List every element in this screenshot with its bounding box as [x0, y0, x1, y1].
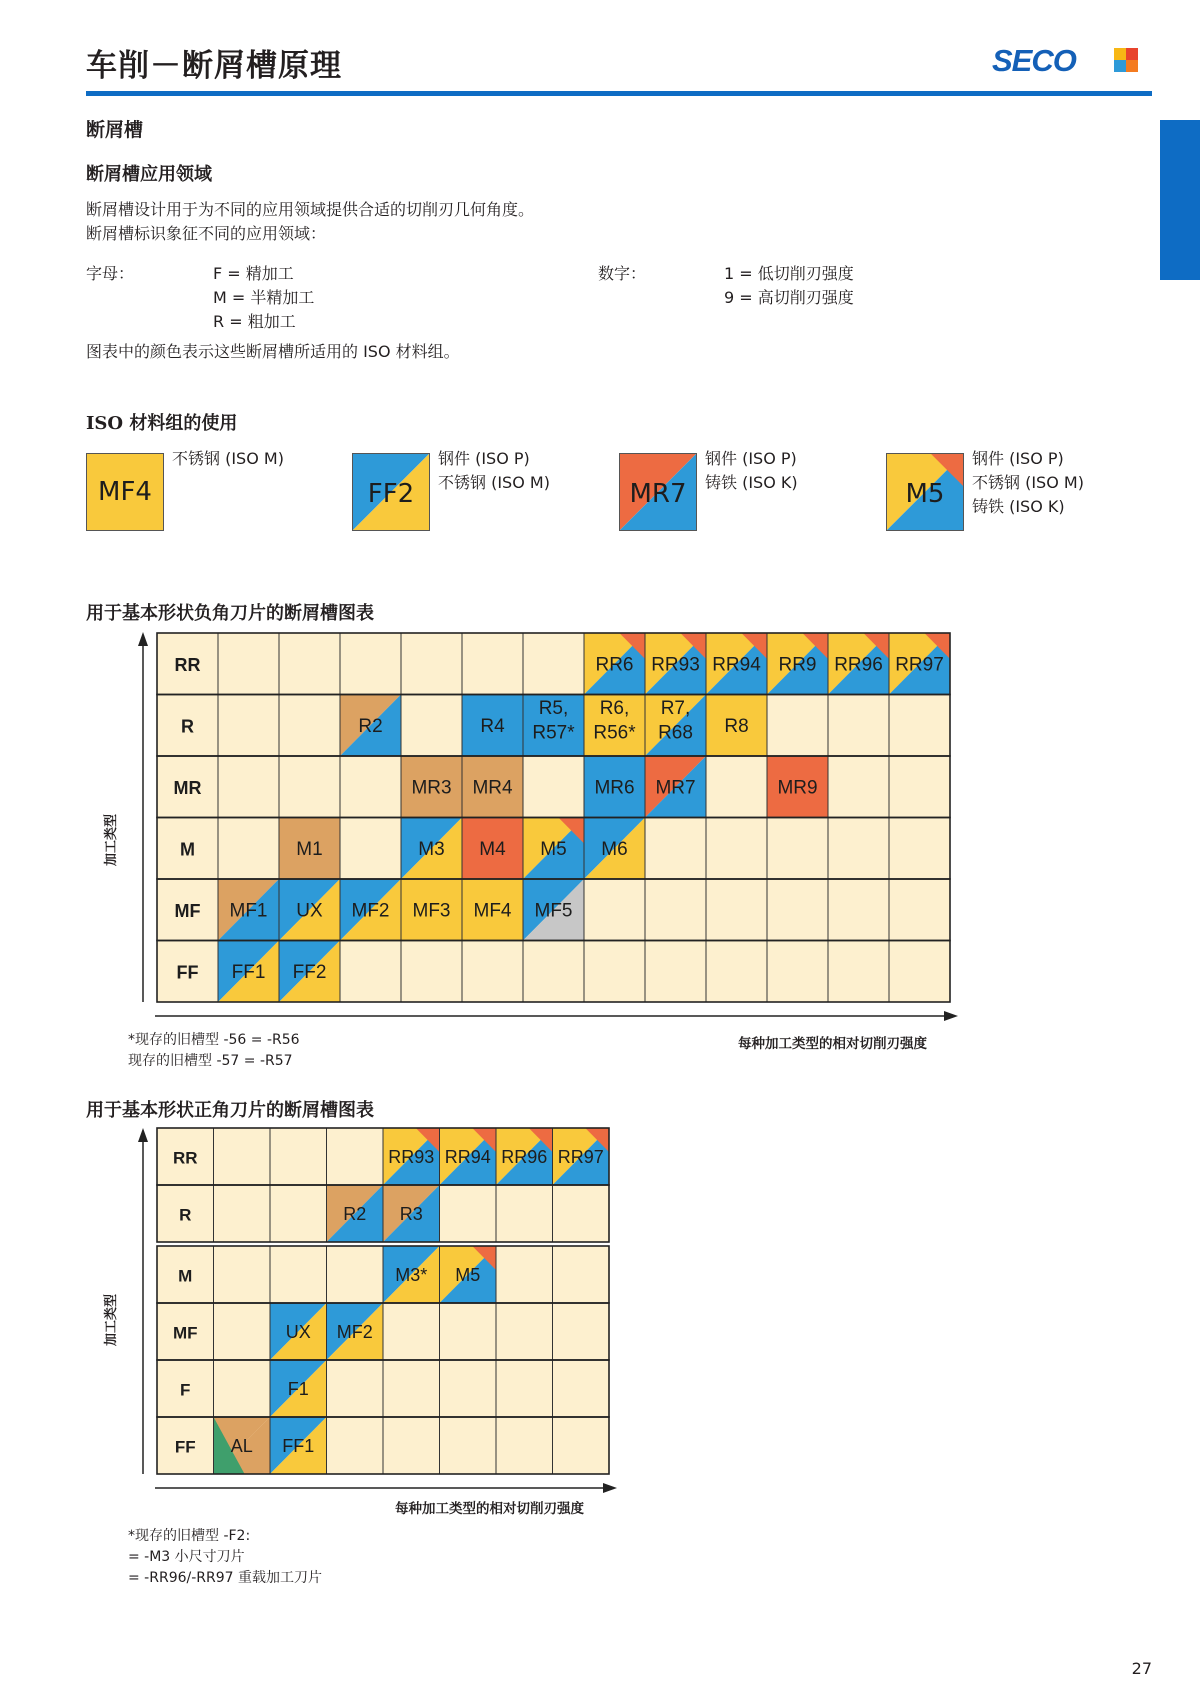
chipbreaker-cell — [496, 1128, 553, 1185]
grid-cell — [462, 941, 523, 1003]
grid-cell — [214, 1246, 271, 1303]
iso-desc-line: 钢件 (ISO P) — [705, 449, 797, 468]
y-axis-arrow-icon — [138, 1128, 148, 1142]
grid-cell — [279, 695, 340, 757]
iso-desc-line: 铸铁 (ISO K) — [972, 497, 1065, 516]
grid-cell — [645, 818, 706, 880]
iso-desc-line: 钢件 (ISO P) — [438, 449, 530, 468]
grid-cell — [327, 1360, 384, 1417]
chipbreaker-cell — [218, 879, 279, 941]
letter-m: M = 半精加工 — [213, 288, 315, 307]
grid-cell — [401, 941, 462, 1003]
chipbreaker-cell — [645, 756, 706, 818]
chipbreaker-label: R4 — [480, 716, 505, 738]
letter-f: F = 精加工 — [213, 264, 294, 283]
chipbreaker-label: FF1 — [282, 1435, 315, 1456]
grid-cell — [523, 941, 584, 1003]
grid-cell — [767, 941, 828, 1003]
chart1-ylabel: 加工类型 — [104, 813, 119, 866]
row-label: R — [181, 716, 194, 737]
chipbreaker-label: M3 — [418, 839, 445, 861]
iso-desc-line: 不锈钢 (ISO M) — [438, 473, 550, 492]
grid-cell — [706, 879, 767, 941]
chipbreaker-label: FF1 — [231, 962, 266, 984]
grid-cell — [496, 1246, 553, 1303]
grid-cell — [340, 756, 401, 818]
grid-cell — [523, 756, 584, 818]
chipbreaker-cell — [767, 633, 828, 695]
chipbreaker-label: R8 — [724, 716, 749, 738]
row-label: M — [180, 839, 195, 860]
grid-cell — [279, 633, 340, 695]
grid-cell — [889, 818, 950, 880]
row-label: MR — [173, 777, 202, 798]
grid-cell — [214, 1360, 271, 1417]
section-subheading: 断屑槽应用领域 — [86, 164, 212, 185]
chipbreaker-cell — [218, 941, 279, 1003]
chipbreaker-cell — [523, 818, 584, 880]
chipbreaker-cell — [401, 818, 462, 880]
intro-line-1: 断屑槽设计用于为不同的应用领域提供合适的切削刃几何角度。 — [86, 200, 535, 219]
chipbreaker-cell — [523, 695, 584, 757]
chipbreaker-cell — [440, 1128, 497, 1185]
iso-example-label: M5 — [905, 479, 945, 509]
digit-9: 9 = 高切削刃强度 — [724, 288, 854, 307]
grid-cell — [279, 756, 340, 818]
row-label: FF — [176, 962, 199, 983]
digits-label: 数字： — [598, 264, 647, 283]
iso-example-mf4 — [86, 453, 164, 531]
grid-cell — [340, 633, 401, 695]
grid-cell — [496, 1303, 553, 1360]
chart2-footnote-3: = -RR96/-RR97 重载加工刀片 — [128, 1570, 322, 1586]
chipbreaker-label: R68 — [658, 722, 693, 744]
chipbreaker-label: MF3 — [412, 900, 451, 922]
chipbreaker-label: UX — [296, 900, 323, 922]
grid-cell — [645, 879, 706, 941]
iso-example-label: FF2 — [367, 479, 415, 509]
iso-example-desc — [438, 447, 550, 495]
chipbreaker-label: MR7 — [655, 777, 696, 799]
chipbreaker-label: R6, — [599, 697, 630, 719]
chart1-footnote-2: 现存的旧槽型 -57 = -R57 — [128, 1053, 293, 1069]
grid-cell — [440, 1303, 497, 1360]
grid-cell — [462, 633, 523, 695]
chipbreaker-label: MR3 — [411, 777, 452, 799]
intro-line-2: 断屑槽标识象征不同的应用领域： — [86, 224, 327, 243]
chipbreaker-cell — [645, 633, 706, 695]
grid-cell — [584, 879, 645, 941]
color-note: 图表中的颜色表示这些断屑槽所适用的 ISO 材料组。 — [86, 342, 460, 361]
chipbreaker-label: MF1 — [229, 900, 268, 922]
chipbreaker-label: MR4 — [472, 777, 513, 799]
chipbreaker-cell — [440, 1246, 497, 1303]
chipbreaker-label: R2 — [358, 716, 383, 738]
iso-desc-line: 钢件 (ISO P) — [972, 449, 1064, 468]
row-label: M — [178, 1266, 193, 1286]
chipbreaker-label: UX — [285, 1321, 311, 1342]
chipbreaker-label: AL — [230, 1435, 253, 1456]
letter-r: R = 粗加工 — [213, 312, 296, 331]
iso-example-mr7 — [619, 453, 697, 531]
chart1-grid — [120, 630, 980, 1038]
grid-cell — [553, 1360, 610, 1417]
chipbreaker-label: MF4 — [473, 900, 512, 922]
grid-cell — [340, 941, 401, 1003]
grid-cell — [828, 879, 889, 941]
chipbreaker-label: R2 — [343, 1203, 367, 1224]
chipbreaker-cell — [584, 756, 645, 818]
row-label: RR — [174, 654, 201, 675]
grid-cell — [401, 633, 462, 695]
grid-cell — [383, 1360, 440, 1417]
y-axis-arrow-icon — [138, 632, 148, 646]
grid-cell — [214, 1128, 271, 1185]
chipbreaker-cell — [270, 1417, 327, 1474]
grid-cell — [889, 941, 950, 1003]
chart2-grid — [120, 1126, 630, 1516]
iso-desc-line: 铸铁 (ISO K) — [705, 473, 798, 492]
chipbreaker-cell — [462, 818, 523, 880]
digit-1: 1 = 低切削刃强度 — [724, 264, 854, 283]
iso-example-label: MF4 — [98, 477, 152, 507]
chart2-footnote-1: *现存的旧槽型 -F2: — [128, 1528, 251, 1544]
chipbreaker-label: MR6 — [594, 777, 635, 799]
chipbreaker-label: R56* — [593, 722, 636, 744]
chipbreaker-cell — [383, 1246, 440, 1303]
grid-cell — [270, 1128, 327, 1185]
grid-cell — [218, 818, 279, 880]
chipbreaker-label: M5 — [455, 1264, 481, 1285]
grid-cell — [440, 1185, 497, 1242]
letters-label: 字母： — [86, 264, 135, 283]
grid-cell — [706, 756, 767, 818]
grid-cell — [706, 941, 767, 1003]
chipbreaker-cell — [828, 633, 889, 695]
chipbreaker-cell — [584, 695, 645, 757]
chart2-title: 用于基本形状正角刀片的断屑槽图表 — [86, 1100, 374, 1121]
grid-cell — [327, 1128, 384, 1185]
grid-cell — [327, 1417, 384, 1474]
iso-heading: ISO 材料组的使用 — [86, 413, 238, 434]
row-label: FF — [174, 1437, 196, 1457]
chart2-footnote-2: = -M3 小尺寸刀片 — [128, 1549, 245, 1565]
page-title: 车削－断屑槽原理 — [86, 48, 342, 84]
chipbreaker-cell — [270, 1360, 327, 1417]
iso-example-desc — [172, 447, 284, 471]
grid-cell — [440, 1360, 497, 1417]
chipbreaker-label: RR96 — [834, 654, 883, 676]
grid-cell — [828, 695, 889, 757]
chipbreaker-cell — [462, 756, 523, 818]
section-heading: 断屑槽 — [86, 119, 144, 141]
chipbreaker-cell — [214, 1417, 271, 1474]
grid-cell — [553, 1185, 610, 1242]
logo-text: SECO — [992, 43, 1076, 78]
chipbreaker-cell — [401, 879, 462, 941]
logo-squares-icon — [1114, 48, 1138, 72]
chart2-ylabel: 加工类型 — [104, 1293, 119, 1346]
chipbreaker-label: RR6 — [595, 654, 634, 676]
chipbreaker-cell — [645, 695, 706, 757]
grid-cell — [553, 1303, 610, 1360]
grid-cell — [214, 1303, 271, 1360]
chipbreaker-cell — [584, 633, 645, 695]
chipbreaker-label: F1 — [287, 1378, 309, 1399]
chipbreaker-cell — [279, 879, 340, 941]
chipbreaker-label: MF5 — [534, 900, 573, 922]
chipbreaker-label: RR93 — [651, 654, 700, 676]
grid-cell — [496, 1185, 553, 1242]
chipbreaker-label: R3 — [399, 1203, 423, 1224]
chipbreaker-label: M3* — [395, 1264, 428, 1285]
grid-cell — [327, 1246, 384, 1303]
chipbreaker-cell — [523, 879, 584, 941]
chipbreaker-label: R57* — [532, 722, 575, 744]
iso-example-desc — [972, 447, 1084, 519]
chart1-footnote-1: *现存的旧槽型 -56 = -R56 — [128, 1032, 300, 1048]
grid-cell — [218, 756, 279, 818]
seco-logo — [992, 43, 1142, 78]
grid-cell — [340, 818, 401, 880]
grid-cell — [645, 941, 706, 1003]
chipbreaker-label: RR97 — [557, 1146, 604, 1167]
grid-cell — [496, 1360, 553, 1417]
chipbreaker-label: MF2 — [336, 1321, 373, 1342]
grid-cell — [889, 879, 950, 941]
x-axis-arrow-icon — [603, 1483, 617, 1493]
chipbreaker-label: RR96 — [501, 1146, 548, 1167]
chipbreaker-cell — [327, 1303, 384, 1360]
chipbreaker-label: M4 — [479, 839, 506, 861]
chipbreaker-cell — [462, 879, 523, 941]
chipbreaker-cell — [553, 1128, 610, 1185]
chipbreaker-cell — [270, 1303, 327, 1360]
chipbreaker-label: M6 — [601, 839, 628, 861]
grid-cell — [440, 1417, 497, 1474]
header-rule — [86, 91, 1152, 96]
x-axis-arrow-icon — [944, 1011, 958, 1021]
row-label: MF — [172, 1323, 198, 1343]
chipbreaker-cell — [340, 879, 401, 941]
grid-cell — [214, 1185, 271, 1242]
chipbreaker-cell — [340, 695, 401, 757]
grid-cell — [383, 1303, 440, 1360]
row-label: RR — [172, 1148, 198, 1168]
chipbreaker-cell — [279, 818, 340, 880]
page-number: 27 — [1131, 1659, 1152, 1678]
chart1-title: 用于基本形状负角刀片的断屑槽图表 — [86, 603, 374, 624]
chipbreaker-label: M1 — [296, 839, 323, 861]
grid-cell — [383, 1417, 440, 1474]
chipbreaker-cell — [383, 1128, 440, 1185]
grid-cell — [401, 695, 462, 757]
grid-cell — [828, 941, 889, 1003]
chipbreaker-label: RR9 — [778, 654, 817, 676]
chart2-xlabel: 每种加工类型的相对切削刃强度 — [395, 1501, 584, 1517]
iso-example-m5 — [886, 453, 964, 531]
chipbreaker-cell — [706, 633, 767, 695]
grid-cell — [767, 818, 828, 880]
chipbreaker-label: RR94 — [712, 654, 761, 676]
chipbreaker-label: M5 — [540, 839, 567, 861]
chipbreaker-label: MF2 — [351, 900, 390, 922]
chipbreaker-label: RR94 — [444, 1146, 491, 1167]
grid-cell — [496, 1417, 553, 1474]
chipbreaker-cell — [767, 756, 828, 818]
chipbreaker-cell — [401, 756, 462, 818]
row-label: MF — [174, 900, 201, 921]
chipbreaker-cell — [706, 695, 767, 757]
grid-cell — [828, 818, 889, 880]
chipbreaker-cell — [279, 941, 340, 1003]
grid-cell — [553, 1246, 610, 1303]
grid-cell — [584, 941, 645, 1003]
chipbreaker-label: FF2 — [292, 962, 327, 984]
chipbreaker-label: RR97 — [895, 654, 944, 676]
iso-desc-line: 不锈钢 (ISO M) — [972, 473, 1084, 492]
grid-cell — [270, 1246, 327, 1303]
iso-example-label: MR7 — [629, 479, 687, 509]
chipbreaker-label: RR93 — [388, 1146, 435, 1167]
grid-cell — [767, 695, 828, 757]
iso-example-ff2 — [352, 453, 430, 531]
grid-cell — [706, 818, 767, 880]
chipbreaker-label: R7, — [660, 697, 691, 719]
grid-cell — [767, 879, 828, 941]
chipbreaker-cell — [383, 1185, 440, 1242]
chipbreaker-cell — [462, 695, 523, 757]
grid-cell — [218, 695, 279, 757]
grid-cell — [889, 695, 950, 757]
row-label: R — [179, 1205, 192, 1225]
chipbreaker-cell — [889, 633, 950, 695]
row-label: F — [180, 1380, 191, 1400]
chipbreaker-cell — [327, 1185, 384, 1242]
chipbreaker-cell — [584, 818, 645, 880]
grid-cell — [889, 756, 950, 818]
grid-cell — [553, 1417, 610, 1474]
grid-cell — [270, 1185, 327, 1242]
grid-cell — [828, 756, 889, 818]
iso-desc-line: 不锈钢 (ISO M) — [172, 449, 284, 468]
chipbreaker-label: R5, — [538, 697, 569, 719]
side-tab-marker — [1160, 120, 1200, 280]
iso-example-desc — [705, 447, 798, 495]
grid-cell — [523, 633, 584, 695]
chipbreaker-label: MR9 — [777, 777, 818, 799]
grid-cell — [218, 633, 279, 695]
chart1-xlabel: 每种加工类型的相对切削刃强度 — [738, 1036, 927, 1052]
